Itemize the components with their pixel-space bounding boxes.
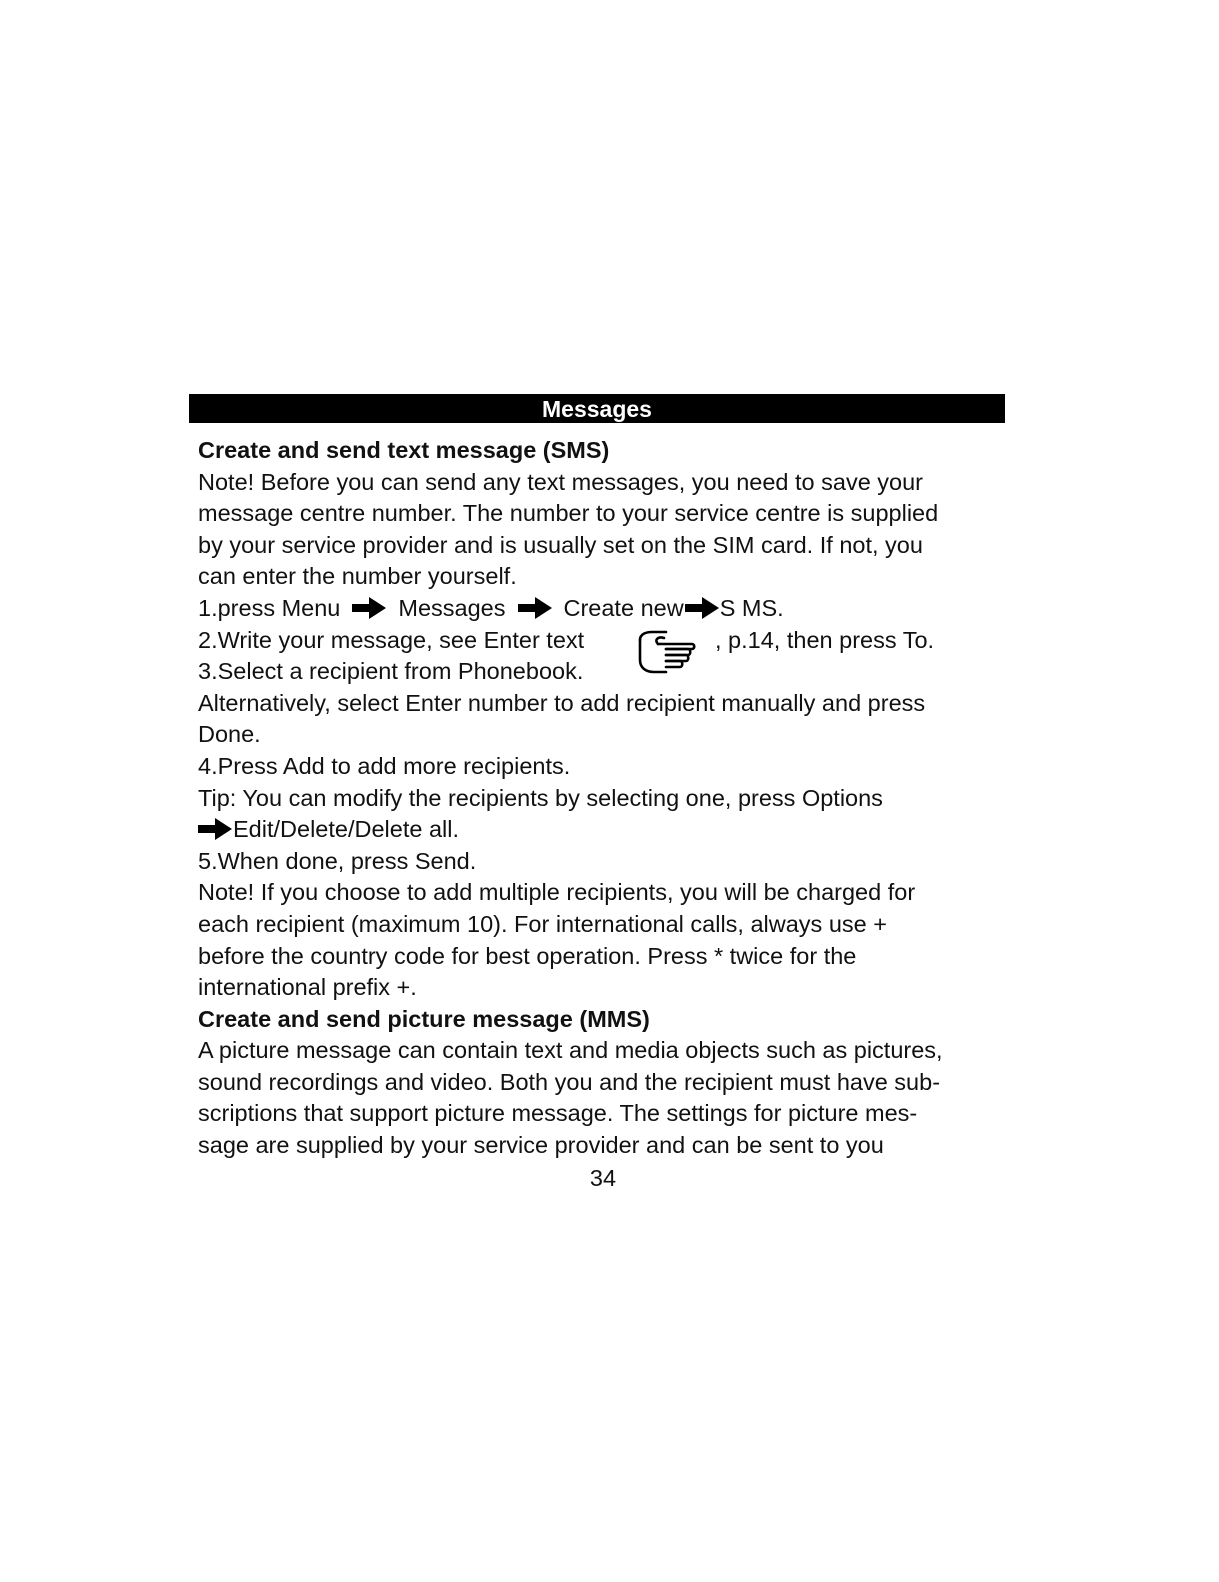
sms-heading: Create and send text message (SMS) bbox=[198, 437, 610, 463]
section-header bbox=[189, 394, 1005, 423]
sms-note-line: by your service provider and is usually set on the SIM card. If not, you bbox=[198, 531, 923, 558]
note2-line: each recipient (maximum 10). For international calls, always use + bbox=[198, 910, 887, 937]
step-1-create-new: Create new bbox=[563, 594, 684, 621]
mms-line: scriptions that support picture message. The settings for picture mes- bbox=[198, 1100, 918, 1127]
page-content bbox=[198, 435, 1008, 1162]
step-4: 4.Press Add to add more recipients. bbox=[198, 752, 571, 779]
tip-line-2 bbox=[198, 814, 1008, 846]
step-2 bbox=[198, 625, 1008, 657]
step-1 bbox=[198, 593, 1008, 625]
right-arrow-icon bbox=[518, 597, 552, 619]
alternative-line: Done. bbox=[198, 721, 261, 748]
mms-line: sage are supplied by your service provider and can be sent to you bbox=[198, 1132, 884, 1159]
sms-note-line: Note! Before you can send any text messages, you need to save your bbox=[198, 468, 924, 495]
step-1-menu: 1.press Menu bbox=[198, 594, 341, 621]
right-arrow-icon bbox=[198, 818, 232, 840]
step-1-messages: Messages bbox=[398, 594, 506, 621]
note2-line: international prefix +. bbox=[198, 974, 417, 1001]
sms-note-line: message centre number. The number to your service centre is supplied bbox=[198, 500, 939, 527]
mms-line: A picture message can contain text and media objects such as pictures, bbox=[198, 1037, 943, 1064]
mms-line: sound recordings and video. Both you and the recipient must have sub- bbox=[198, 1068, 941, 1095]
step-2-page-ref: , p.14, then press To. bbox=[715, 626, 935, 653]
tip-line: Tip: You can modify the recipients by selecting one, press Options bbox=[198, 784, 883, 811]
note2-line: Note! If you choose to add multiple recipients, you will be charged for bbox=[198, 879, 916, 906]
sms-note-line: can enter the number yourself. bbox=[198, 563, 517, 590]
tip-options: Edit/Delete/Delete all. bbox=[233, 816, 459, 843]
right-arrow-icon bbox=[352, 597, 386, 619]
step-3: 3.Select a recipient from Phonebook. bbox=[198, 658, 584, 685]
right-arrow-icon bbox=[685, 597, 719, 619]
note2-line: before the country code for best operation. Press * twice for the bbox=[198, 942, 857, 969]
section-title: Messages bbox=[542, 396, 652, 422]
step-5: 5.When done, press Send. bbox=[198, 847, 477, 874]
mms-heading: Create and send picture message (MMS) bbox=[198, 1005, 650, 1032]
page-number: 34 bbox=[589, 1165, 617, 1191]
alternative-line: Alternatively, select Enter number to add recipient manually and press bbox=[198, 689, 926, 716]
step-1-sms: S MS. bbox=[719, 594, 784, 621]
step-2-text: 2.Write your message, see Enter text bbox=[198, 626, 585, 653]
